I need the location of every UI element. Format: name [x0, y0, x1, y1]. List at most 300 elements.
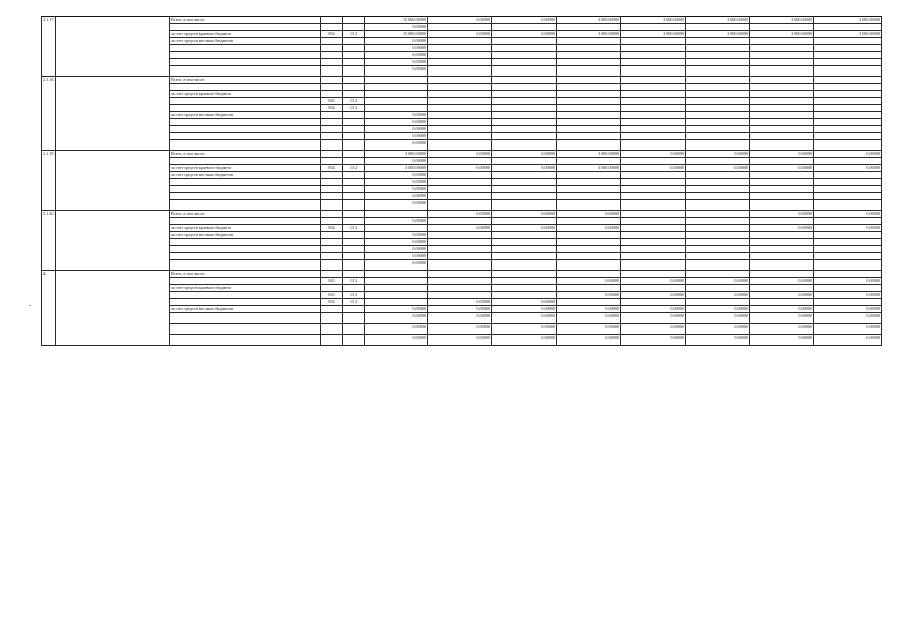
amount-year-2: 0,00000: [492, 225, 557, 232]
amount-year-3: [557, 140, 621, 151]
amount-year-3: [557, 186, 621, 193]
amount-year-7: [814, 98, 882, 105]
section-code: [343, 313, 365, 324]
section-code: [343, 112, 365, 119]
amount-year-3: [557, 91, 621, 98]
amount-total: [365, 225, 428, 232]
amount-year-5: [686, 112, 750, 119]
amount-year-7: [814, 52, 882, 59]
amount-year-7: [814, 77, 882, 84]
amount-year-7: [814, 45, 882, 52]
amount-year-2: [492, 126, 557, 133]
amount-year-4: [621, 225, 686, 232]
grbs-code: [321, 193, 343, 200]
amount-year-1: [428, 158, 492, 165]
amount-total: 0,00000: [365, 38, 428, 45]
grbs-code: [321, 253, 343, 260]
amount-year-1: [428, 45, 492, 52]
amount-year-6: [750, 260, 814, 271]
amount-year-6: 0,00000: [750, 306, 814, 313]
amount-year-4: [621, 140, 686, 151]
amount-year-4: [621, 158, 686, 165]
amount-year-5: [686, 246, 750, 253]
amount-year-4: [621, 232, 686, 239]
amount-year-4: [621, 66, 686, 77]
amount-year-1: [428, 77, 492, 84]
section-code: [343, 271, 365, 278]
amount-year-4: [621, 172, 686, 179]
amount-year-6: [750, 45, 814, 52]
section-code: [343, 91, 365, 98]
funding-source: за счет средств краевого бюджета: [170, 91, 321, 98]
section-code: [343, 84, 365, 91]
amount-year-6: 0,00000: [750, 313, 814, 324]
amount-year-5: [686, 66, 750, 77]
amount-year-6: [750, 186, 814, 193]
section-code: [343, 179, 365, 186]
amount-year-4: 3 000,00000: [621, 17, 686, 24]
item-number: 2.1.20.: [42, 211, 56, 271]
section-code: [343, 193, 365, 200]
amount-year-3: 0,00000: [557, 278, 621, 285]
amount-year-2: 0,00000: [492, 165, 557, 172]
section-code: [343, 186, 365, 193]
funding-source: [170, 119, 321, 126]
grbs-code: 854: [321, 299, 343, 306]
amount-year-5: [686, 225, 750, 232]
item-number: 2.1.17.: [42, 17, 56, 77]
table-row: [42, 151, 882, 158]
grbs-code: [321, 172, 343, 179]
amount-total: [365, 77, 428, 84]
amount-year-2: [492, 271, 557, 278]
amount-year-3: [557, 246, 621, 253]
grbs-code: [321, 112, 343, 119]
amount-year-5: 3 000,00000: [686, 17, 750, 24]
item-name: [56, 271, 170, 346]
amount-year-4: [621, 59, 686, 66]
amount-year-5: [686, 285, 750, 292]
amount-year-2: [492, 172, 557, 179]
amount-year-7: 0,00000: [814, 151, 882, 158]
grbs-code: [321, 239, 343, 246]
amount-year-5: 0,00000: [686, 165, 750, 172]
amount-year-1: [428, 239, 492, 246]
amount-year-6: 0,00000: [750, 225, 814, 232]
amount-year-6: [750, 299, 814, 306]
amount-year-5: [686, 186, 750, 193]
amount-year-7: 0,00000: [814, 313, 882, 324]
funding-source: [170, 45, 321, 52]
amount-year-6: 0,00000: [750, 324, 814, 335]
table-row: [42, 17, 882, 24]
amount-year-2: 0,00000: [492, 306, 557, 313]
amount-year-4: [621, 299, 686, 306]
amount-year-6: 3 000,00000: [750, 31, 814, 38]
amount-year-7: [814, 179, 882, 186]
amount-year-1: [428, 98, 492, 105]
amount-year-1: [428, 179, 492, 186]
amount-year-7: [814, 299, 882, 306]
amount-year-3: 3 000,00000: [557, 31, 621, 38]
funding-source: [170, 59, 321, 66]
amount-year-2: [492, 253, 557, 260]
amount-year-5: [686, 218, 750, 225]
amount-year-1: [428, 232, 492, 239]
amount-year-3: [557, 119, 621, 126]
amount-year-7: [814, 133, 882, 140]
amount-year-6: [750, 24, 814, 31]
amount-year-7: [814, 112, 882, 119]
amount-total: 0,00000: [365, 59, 428, 66]
amount-year-1: [428, 52, 492, 59]
amount-year-2: [492, 119, 557, 126]
amount-year-5: [686, 84, 750, 91]
amount-year-6: [750, 246, 814, 253]
amount-total: 3 000,00000: [365, 151, 428, 158]
grbs-code: [321, 200, 343, 211]
amount-total: 0,00000: [365, 45, 428, 52]
amount-year-6: 0,00000: [750, 292, 814, 299]
amount-year-3: [557, 45, 621, 52]
amount-year-5: [686, 172, 750, 179]
amount-year-2: [492, 45, 557, 52]
grbs-code: 843: [321, 278, 343, 285]
funding-source: [170, 140, 321, 151]
section-code: [343, 335, 365, 346]
amount-year-2: 0,00000: [492, 313, 557, 324]
amount-year-5: [686, 133, 750, 140]
amount-year-6: [750, 172, 814, 179]
amount-year-5: 0,00000: [686, 335, 750, 346]
amount-year-5: 0,00000: [686, 306, 750, 313]
amount-total: [365, 271, 428, 278]
amount-year-3: [557, 77, 621, 84]
amount-year-1: 0,00000: [428, 31, 492, 38]
section-code: [343, 211, 365, 218]
section-code: 13 2: [343, 31, 365, 38]
section-code: [343, 200, 365, 211]
amount-year-3: 0,00000: [557, 306, 621, 313]
amount-total: 0,00000: [365, 313, 428, 324]
funding-source: за счет средств краевого бюджета: [170, 285, 321, 292]
amount-year-4: [621, 193, 686, 200]
grbs-code: 854: [321, 31, 343, 38]
funding-source: [170, 98, 321, 105]
grbs-code: [321, 232, 343, 239]
amount-year-5: [686, 38, 750, 45]
amount-total: 0,00000: [365, 126, 428, 133]
amount-year-4: [621, 77, 686, 84]
amount-total: 0,00000: [365, 246, 428, 253]
amount-year-5: [686, 211, 750, 218]
grbs-code: 854: [321, 105, 343, 112]
section-code: [343, 151, 365, 158]
amount-year-7: [814, 91, 882, 98]
amount-year-6: [750, 112, 814, 119]
amount-year-5: [686, 200, 750, 211]
item-name: [56, 151, 170, 211]
grbs-code: [321, 158, 343, 165]
funding-source: [170, 299, 321, 306]
grbs-code: 854: [321, 225, 343, 232]
section-code: [343, 59, 365, 66]
amount-year-4: 0,00000: [621, 151, 686, 158]
item-number: 2.1.18.: [42, 77, 56, 151]
grbs-code: [321, 38, 343, 45]
amount-year-4: [621, 246, 686, 253]
amount-year-7: 3 000,00000: [814, 17, 882, 24]
amount-year-1: [428, 140, 492, 151]
grbs-code: [321, 186, 343, 193]
amount-year-5: 0,00000: [686, 324, 750, 335]
amount-year-1: [428, 59, 492, 66]
grbs-code: [321, 84, 343, 91]
amount-year-6: [750, 38, 814, 45]
amount-year-3: [557, 112, 621, 119]
grbs-code: [321, 246, 343, 253]
amount-year-6: 0,00000: [750, 211, 814, 218]
amount-year-2: [492, 218, 557, 225]
funding-source: [170, 200, 321, 211]
amount-year-6: [750, 140, 814, 151]
section-code: [343, 77, 365, 84]
amount-year-7: 0,00000: [814, 324, 882, 335]
amount-year-6: [750, 126, 814, 133]
amount-year-3: [557, 232, 621, 239]
amount-year-2: [492, 140, 557, 151]
section-code: [343, 253, 365, 260]
amount-year-4: [621, 24, 686, 31]
amount-total: 3 000,00000: [365, 165, 428, 172]
amount-total: [365, 98, 428, 105]
section-code: 13 2: [343, 225, 365, 232]
amount-year-3: [557, 66, 621, 77]
grbs-code: [321, 77, 343, 84]
amount-year-1: 0,00000: [428, 335, 492, 346]
amount-year-4: [621, 253, 686, 260]
amount-year-1: [428, 292, 492, 299]
amount-year-5: [686, 77, 750, 84]
amount-year-5: [686, 105, 750, 112]
amount-year-6: [750, 77, 814, 84]
amount-total: [365, 299, 428, 306]
amount-year-1: [428, 84, 492, 91]
amount-total: 0,00000: [365, 306, 428, 313]
funding-source: Всего, в том числе:: [170, 17, 321, 24]
amount-year-7: 0,00000: [814, 165, 882, 172]
amount-year-4: [621, 45, 686, 52]
amount-year-5: [686, 91, 750, 98]
amount-year-3: [557, 285, 621, 292]
amount-year-2: [492, 84, 557, 91]
funding-source: за счет средств местных бюджетов: [170, 306, 321, 313]
amount-total: 0,00000: [365, 24, 428, 31]
amount-year-6: [750, 119, 814, 126]
amount-total: [365, 211, 428, 218]
amount-year-6: 3 000,00000: [750, 17, 814, 24]
amount-year-7: [814, 200, 882, 211]
amount-year-7: 0,00000: [814, 278, 882, 285]
amount-total: [365, 278, 428, 285]
section-code: 13 2: [343, 299, 365, 306]
amount-year-1: 0,00000: [428, 306, 492, 313]
amount-year-2: [492, 158, 557, 165]
amount-year-4: [621, 98, 686, 105]
section-code: [343, 306, 365, 313]
amount-year-7: 0,00000: [814, 292, 882, 299]
amount-year-6: [750, 91, 814, 98]
amount-year-5: [686, 253, 750, 260]
amount-year-7: [814, 140, 882, 151]
item-name: [56, 17, 170, 77]
amount-total: 0,00000: [365, 133, 428, 140]
grbs-code: [321, 324, 343, 335]
amount-total: 0,00000: [365, 140, 428, 151]
amount-year-5: [686, 52, 750, 59]
amount-year-2: [492, 246, 557, 253]
section-code: 13 2: [343, 98, 365, 105]
amount-year-2: [492, 38, 557, 45]
amount-year-1: 0,00000: [428, 313, 492, 324]
amount-year-7: 0,00000: [814, 306, 882, 313]
amount-year-4: [621, 260, 686, 271]
amount-year-5: [686, 232, 750, 239]
item-name: [56, 77, 170, 151]
amount-year-3: [557, 24, 621, 31]
amount-year-1: [428, 24, 492, 31]
amount-year-7: [814, 193, 882, 200]
amount-year-7: [814, 59, 882, 66]
amount-year-4: [621, 112, 686, 119]
amount-total: [365, 285, 428, 292]
amount-year-3: 0,00000: [557, 313, 621, 324]
section-code: [343, 232, 365, 239]
amount-total: 0,00000: [365, 179, 428, 186]
amount-total: 0,00000: [365, 193, 428, 200]
amount-year-6: [750, 84, 814, 91]
amount-year-3: 0,00000: [557, 225, 621, 232]
funding-source: [170, 24, 321, 31]
amount-year-1: [428, 91, 492, 98]
grbs-code: [321, 151, 343, 158]
amount-year-4: [621, 179, 686, 186]
item-number: 2.: [42, 271, 56, 346]
amount-year-3: [557, 59, 621, 66]
amount-year-7: [814, 158, 882, 165]
amount-total: 0,00000: [365, 158, 428, 165]
section-code: [343, 324, 365, 335]
section-code: [343, 246, 365, 253]
amount-year-1: 0,00000: [428, 165, 492, 172]
grbs-code: [321, 140, 343, 151]
amount-total: [365, 91, 428, 98]
amount-year-1: [428, 38, 492, 45]
amount-year-7: [814, 84, 882, 91]
amount-year-4: [621, 105, 686, 112]
amount-year-3: [557, 179, 621, 186]
amount-year-4: 0,00000: [621, 278, 686, 285]
amount-year-6: [750, 179, 814, 186]
section-code: [343, 158, 365, 165]
funding-source: [170, 66, 321, 77]
amount-year-1: [428, 200, 492, 211]
amount-year-3: [557, 193, 621, 200]
grbs-code: [321, 119, 343, 126]
section-code: 13 2: [343, 165, 365, 172]
amount-year-7: [814, 253, 882, 260]
funding-source: Всего, в том числе:: [170, 77, 321, 84]
amount-year-4: [621, 218, 686, 225]
amount-year-3: 0,00000: [557, 324, 621, 335]
amount-year-4: 0,00000: [621, 306, 686, 313]
funding-source: Всего, в том числе:: [170, 151, 321, 158]
amount-year-2: [492, 292, 557, 299]
amount-year-7: [814, 260, 882, 271]
amount-year-6: [750, 232, 814, 239]
grbs-code: [321, 285, 343, 292]
amount-year-6: 0,00000: [750, 151, 814, 158]
grbs-code: [321, 52, 343, 59]
grbs-code: [321, 17, 343, 24]
amount-year-3: [557, 260, 621, 271]
amount-year-5: [686, 98, 750, 105]
amount-year-1: [428, 112, 492, 119]
amount-total: 0,00000: [365, 239, 428, 246]
grbs-code: [321, 179, 343, 186]
section-code: [343, 38, 365, 45]
amount-year-7: [814, 285, 882, 292]
section-code: [343, 24, 365, 31]
amount-year-5: [686, 59, 750, 66]
amount-year-6: [750, 59, 814, 66]
amount-year-7: 0,00000: [814, 335, 882, 346]
amount-year-4: [621, 200, 686, 211]
amount-year-3: 0,00000: [557, 292, 621, 299]
grbs-code: [321, 45, 343, 52]
funding-source: [170, 84, 321, 91]
table-row: [42, 211, 882, 218]
amount-year-6: [750, 200, 814, 211]
amount-year-7: [814, 232, 882, 239]
grbs-code: [321, 335, 343, 346]
amount-year-2: [492, 52, 557, 59]
section-code: [343, 66, 365, 77]
amount-year-5: [686, 193, 750, 200]
funding-source: за счет средств местных бюджетов: [170, 38, 321, 45]
amount-year-4: 0,00000: [621, 165, 686, 172]
amount-year-4: [621, 239, 686, 246]
amount-year-1: [428, 218, 492, 225]
amount-total: 15 000,00000: [365, 31, 428, 38]
amount-total: 0,00000: [365, 200, 428, 211]
amount-year-6: 0,00000: [750, 335, 814, 346]
section-code: [343, 285, 365, 292]
amount-year-4: 0,00000: [621, 335, 686, 346]
section-code: [343, 260, 365, 271]
amount-year-7: [814, 24, 882, 31]
amount-year-5: [686, 260, 750, 271]
amount-year-2: [492, 112, 557, 119]
amount-year-2: [492, 133, 557, 140]
grbs-code: [321, 313, 343, 324]
amount-year-1: [428, 119, 492, 126]
amount-year-3: [557, 172, 621, 179]
amount-year-7: [814, 38, 882, 45]
amount-year-2: [492, 186, 557, 193]
funding-source: [170, 313, 321, 324]
amount-year-1: [428, 246, 492, 253]
